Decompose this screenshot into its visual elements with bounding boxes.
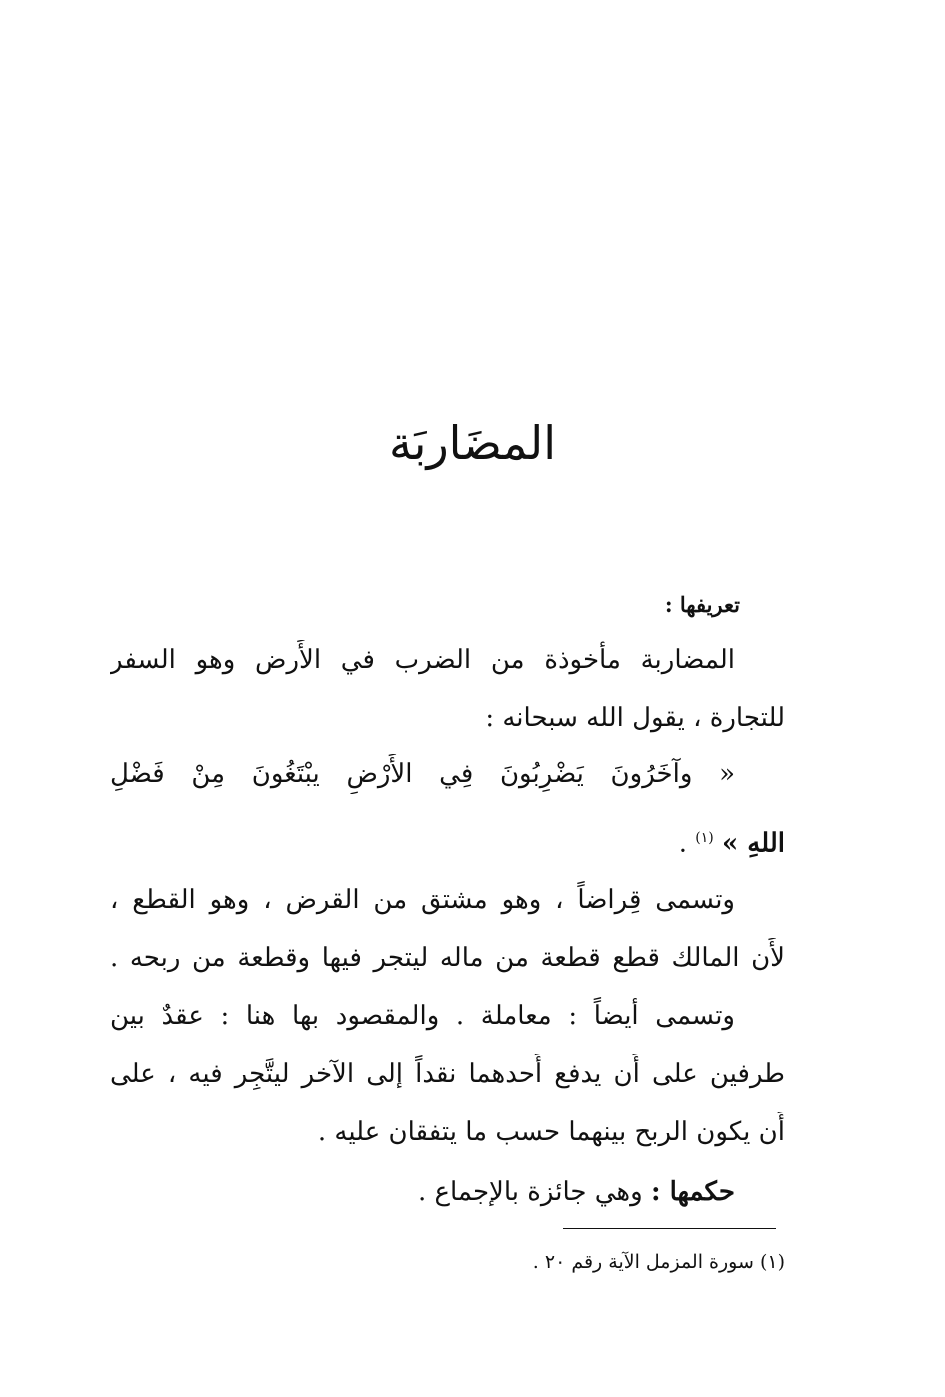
page-title: المضَاربَة <box>389 416 556 470</box>
paragraph-line-1: المضاربة مأْخوذة من الضرب في الأَرض وهو السفر <box>110 645 735 675</box>
paragraph-line-6: طرفين على أَن يدفع أَحدهما نقداً إلى الآخر ليتَّجِر فيه ، على <box>110 1059 785 1089</box>
footnote: (١) سورة المزمل الآية رقم ٢٠ . <box>532 1251 785 1273</box>
quran-verse-line-2 <box>110 818 785 864</box>
section-heading-definition: تعريفها : <box>664 592 740 617</box>
ruling-line <box>110 1172 785 1212</box>
paragraph-line-2: للتجارة ، يقول الله سبحانه : <box>485 703 785 733</box>
paragraph-line-5: وتسمى أيضاً : معاملة . والمقصود بها هنا : عقدٌ بين <box>110 1001 735 1031</box>
ruling-text: وهي جائزة بالإجماع . <box>417 1177 643 1207</box>
paragraph-line-3: وتسمى قِراضاً ، وهو مشتق من القرض ، وهو القطع ، <box>110 885 735 915</box>
footnote-reference: (١) <box>695 830 714 846</box>
quran-verse-end: اللهِ » <box>722 828 785 859</box>
paragraph-line-4: لأَن المالك قطع قطعة من ماله ليتجر فيها وقطعة من ربحه . <box>110 943 785 973</box>
ruling-label: حكمها : <box>650 1177 735 1207</box>
verse-period: . <box>678 828 687 859</box>
quran-verse-line-1: « وآخَرُونَ يَضْرِبُونَ فِي الأَرْضِ يبْتَغُونَ مِنْ فَضْلِ <box>110 759 735 789</box>
paragraph-line-7: أَن يكون الربح بينهما حسب ما يتفقان عليه . <box>317 1117 785 1147</box>
footnote-divider <box>563 1228 776 1229</box>
